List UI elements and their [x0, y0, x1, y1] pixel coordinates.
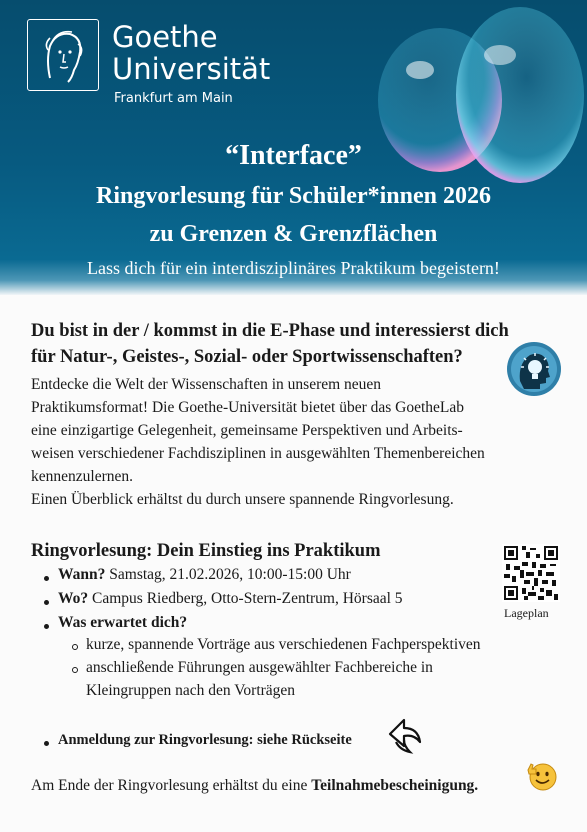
wann-label: Wann? — [58, 566, 106, 583]
bullet-dot — [44, 600, 49, 605]
intro-line: Einen Überblick erhältst du durch unsere spannende Ringvorlesung. — [31, 491, 454, 508]
bullet-wann — [58, 566, 351, 584]
event-title: “Interface” — [225, 140, 362, 171]
sub-item-1: kurze, spannende Vorträge aus verschiedenen Fachperspektiven — [86, 636, 481, 653]
brand-name-line2: Universität — [112, 52, 271, 86]
brand-location: Frankfurt am Main — [114, 91, 233, 106]
sub-bullet-ring — [72, 644, 78, 650]
event-tagline: Lass dich für ein interdisziplinäres Praktikum begeistern! — [87, 258, 500, 278]
wo-label: Wo? — [58, 590, 89, 607]
bullet-was — [58, 614, 187, 632]
event-subtitle-2: zu Grenzen & Grenzflächen — [149, 221, 438, 247]
qr-label: Lageplan — [504, 606, 549, 620]
qr-code-icon[interactable] — [502, 544, 560, 602]
bullet-dot — [44, 741, 49, 746]
lightbulb-head-icon — [506, 341, 562, 397]
brand-name-line1: Goethe — [112, 20, 218, 54]
footer-text-bold: Teilnahmebescheinigung. — [311, 777, 479, 794]
wo-value: Campus Riedberg, Otto-Stern-Zentrum, Hörsaal 5 — [92, 590, 403, 607]
anmeldung-text: Anmeldung zur Ringvorlesung: siehe Rückseite — [58, 732, 352, 748]
footer-text-normal: Am Ende der Ringvorlesung erhältst du eine — [31, 777, 312, 794]
sub-item-2a: anschließende Führungen ausgewählter Fachbereiche in — [86, 659, 433, 676]
footer-text — [31, 775, 478, 796]
thumbs-up-smiley-icon — [527, 760, 559, 792]
wann-value: Samstag, 21.02.2026, 10:00-15:00 Uhr — [109, 566, 351, 583]
header-banner — [0, 0, 587, 295]
event-subtitle-1: Ringvorlesung für Schüler*innen 2026 — [96, 183, 491, 209]
bullet-wo — [58, 590, 403, 608]
sub-bullet-ring — [72, 667, 78, 673]
intro-heading-1: Du bist in der / kommst in die E-Phase und interessierst dich — [31, 321, 509, 341]
intro-line: weisen verschiedener Fachdisziplinen in ausgewählten Themenbereichen — [31, 445, 485, 462]
sub-item-2b: Kleingruppen nach den Vorträgen — [86, 682, 296, 699]
intro-heading-2: für Natur-, Geistes-, Sozial- oder Sportwissenschaften? — [31, 347, 463, 367]
intro-line: kennenzulernen. — [31, 468, 133, 485]
goethe-portrait-logo-icon — [27, 19, 99, 91]
section-heading: Ringvorlesung: Dein Einstieg ins Praktikum — [31, 541, 381, 561]
intro-line: Entdecke die Welt der Wissenschaften in unserem neuen — [31, 376, 382, 393]
bullet-dot — [44, 576, 49, 581]
intro-line: Praktikumsformat! Die Goethe-Universität bietet über das GoetheLab — [31, 399, 465, 416]
was-label: Was erwartet dich? — [58, 614, 188, 631]
intro-line: eine einzigartige Gelegenheit, gemeinsame Perspektiven und Arbeits- — [31, 422, 463, 439]
bullet-dot — [44, 624, 49, 629]
turn-page-arrow-icon — [386, 716, 424, 756]
